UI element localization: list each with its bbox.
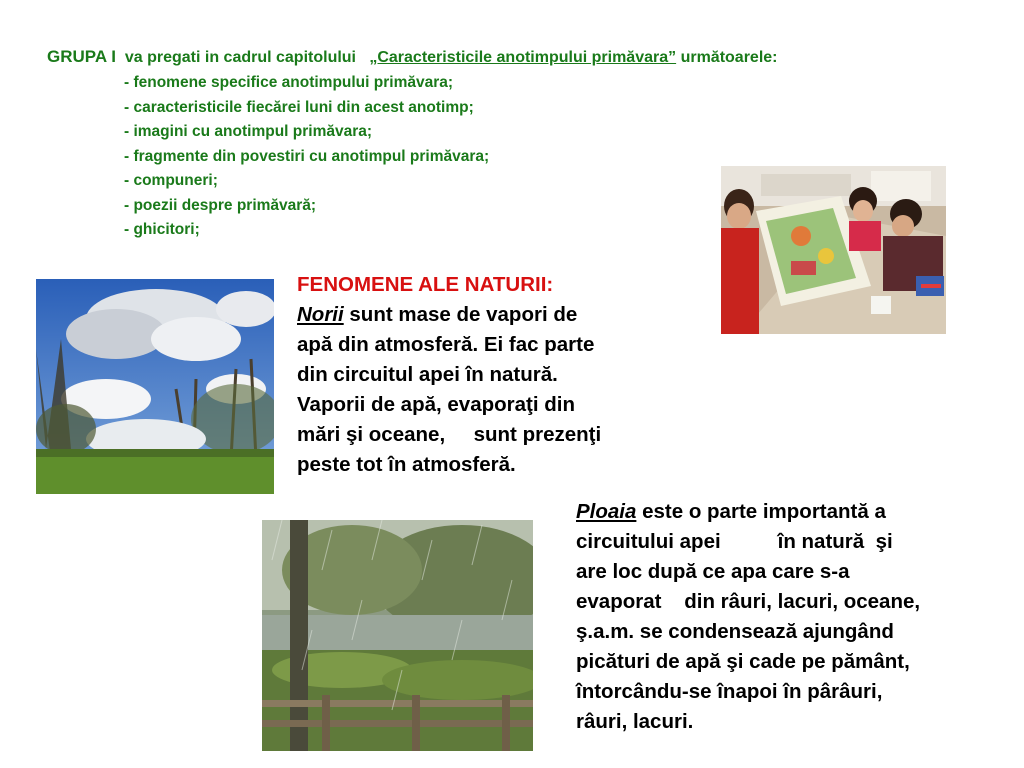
clouds-line: mări şi oceane, sunt prezenţi <box>297 423 602 446</box>
rain-park-photo <box>262 520 533 751</box>
heading-intro: va pregati in cadrul capitolului <box>124 49 356 66</box>
clouds-line: apă din atmosferă. Ei fac parte <box>297 333 595 356</box>
rain-line: râuri, lacuri. <box>576 710 694 733</box>
section-title: FENOMENE ALE NATURII: <box>297 273 554 296</box>
list-item: - poezii despre primăvară; <box>124 196 317 214</box>
clouds-line: sunt mase de vapori de <box>349 303 578 326</box>
list-item: - compuneri; <box>124 172 218 189</box>
rain-line: picături de apă şi cade pe pământ, <box>576 650 910 673</box>
list-item: - fragmente din povestiri cu anotimpul primăvara; <box>124 147 490 165</box>
spring-clouds-photo <box>36 279 274 494</box>
rain-line: întorcându-se înapoi în pârâuri, <box>576 680 883 703</box>
rain-line: are loc după ce apa care s-a <box>576 560 850 583</box>
rain-line: este o parte importantă a <box>642 500 886 523</box>
chapter-title: „Caracteristicile anotimpului primăvara” <box>369 49 677 66</box>
task-list <box>124 71 489 243</box>
heading-outro: următoarele: <box>680 49 778 66</box>
clouds-paragraph <box>297 270 697 480</box>
list-item: - imagini cu anotimpul primăvara; <box>124 123 373 140</box>
rain-line: evaporat din râuri, lacuri, oceane, <box>576 590 921 613</box>
term-rain: Ploaia <box>576 500 637 523</box>
assignment-heading <box>47 47 778 67</box>
children-drawing-photo <box>721 166 946 334</box>
rain-line: circuitului apei în natură şi <box>576 530 893 553</box>
list-item: - ghicitori; <box>124 221 200 238</box>
group-label: GRUPA I <box>47 47 116 66</box>
clouds-line: peste tot în atmosferă. <box>297 453 516 476</box>
rain-line: ş.a.m. se condensează ajungând <box>576 620 894 643</box>
list-item: - caracteristicile fiecărei luni din acest anotimp; <box>124 98 474 116</box>
term-clouds: Norii <box>297 303 344 326</box>
clouds-line: Vaporii de apă, evaporaţi din <box>297 393 575 416</box>
clouds-line: din circuitul apei în natură. <box>297 363 558 386</box>
rain-paragraph <box>576 497 1016 737</box>
list-item: - fenomene specifice anotimpului primăvara; <box>124 74 454 91</box>
